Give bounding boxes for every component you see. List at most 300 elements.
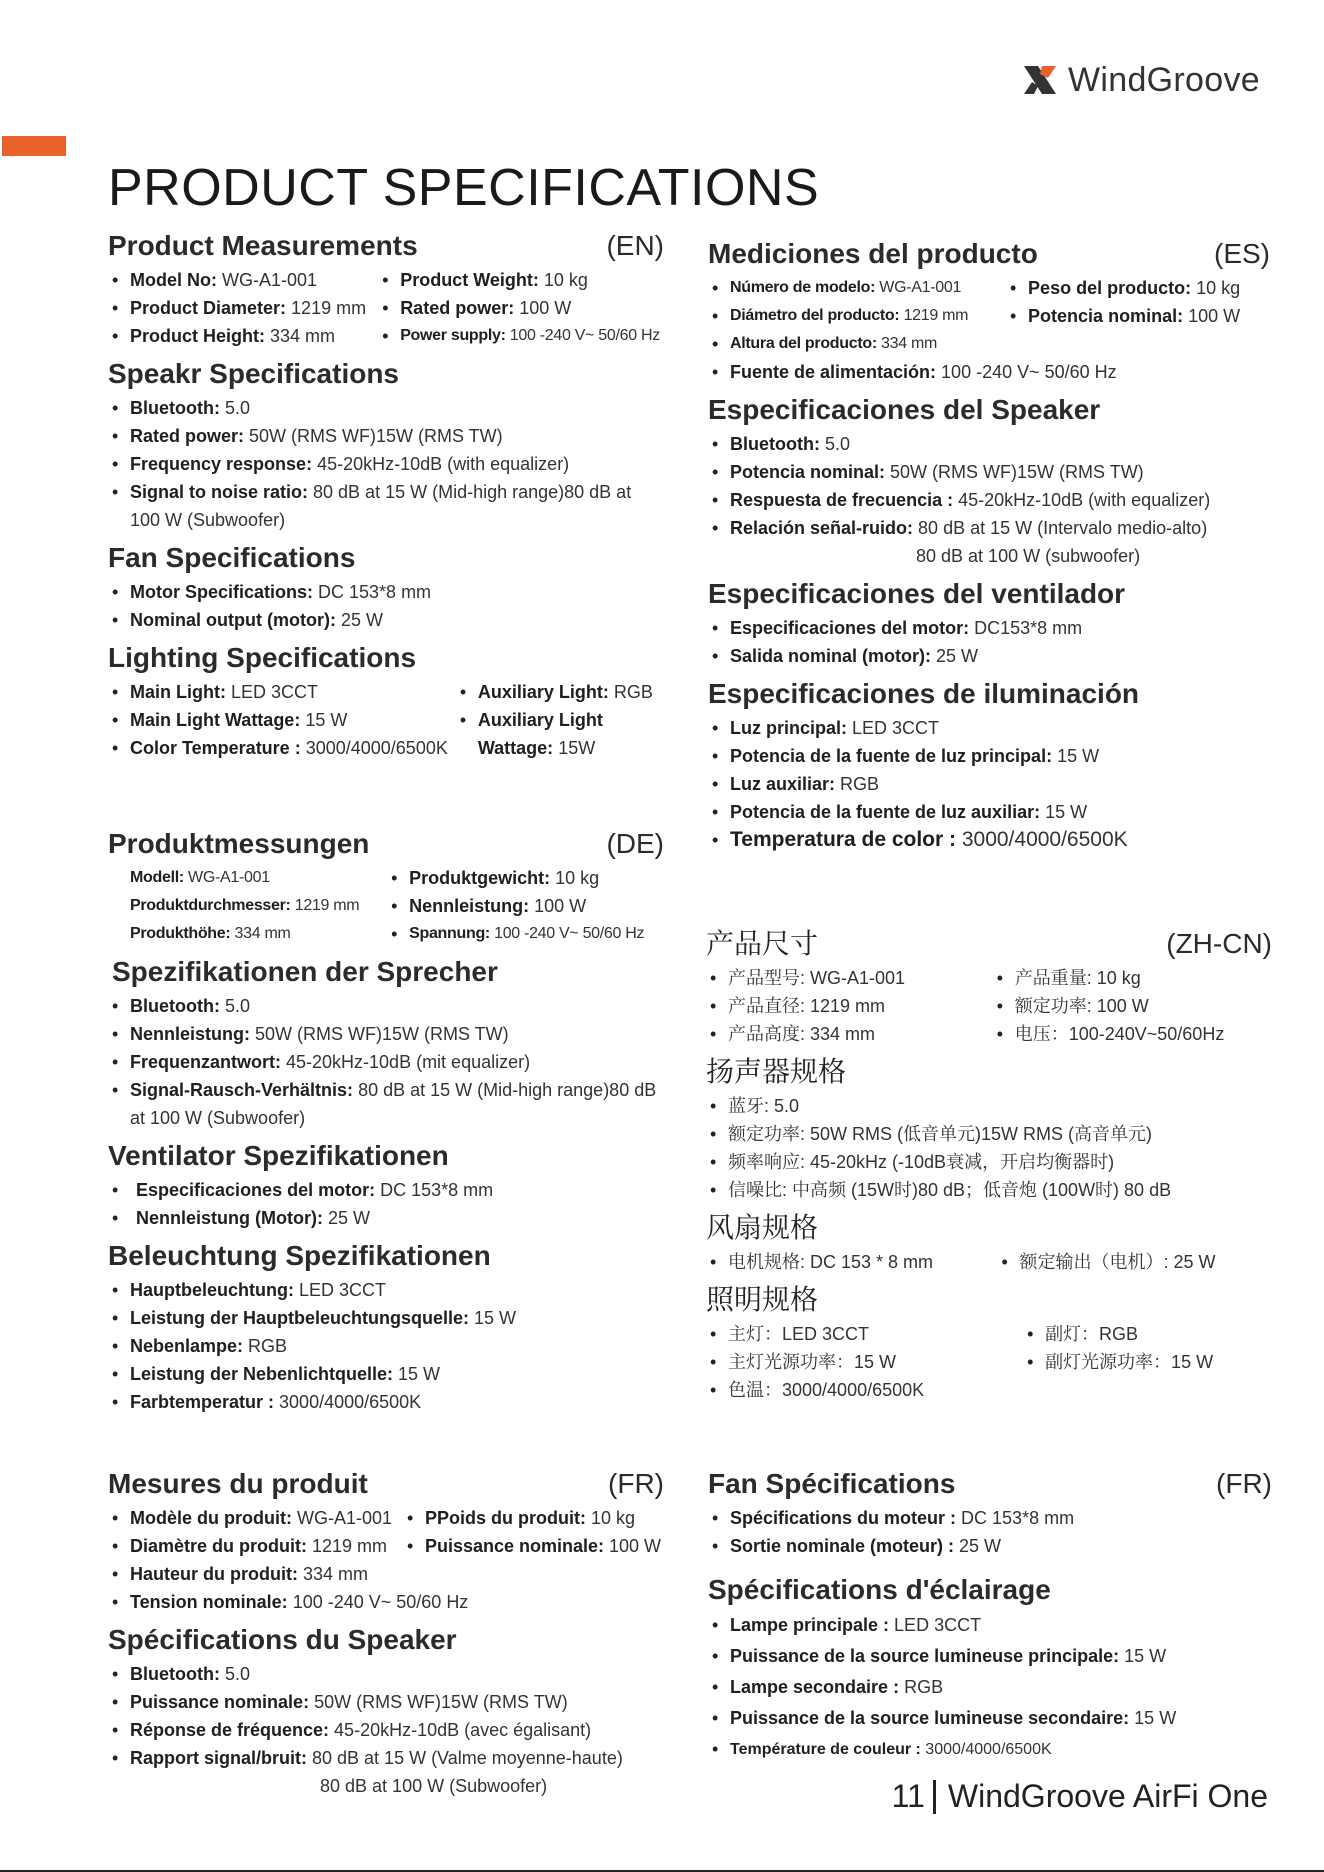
spec-key: Main Light Wattage:: [130, 710, 301, 730]
list-item: [708, 1641, 1272, 1672]
fr-speaker-list: [108, 1660, 664, 1800]
spec-value: 45-20kHz-10dB (with equalizer): [953, 490, 1211, 510]
list-item: [108, 1020, 664, 1048]
brand-logo: [1020, 60, 1260, 100]
spec-key: Salida nominal (motor):: [730, 646, 932, 666]
list-item: [456, 706, 664, 762]
spec-value: 100 W: [514, 298, 572, 318]
list-item: [108, 266, 370, 294]
list-item: [108, 450, 664, 478]
es-speaker-list: [708, 430, 1270, 570]
spec-value: 3000/4000/6500K: [300, 738, 448, 758]
spec-key: Produkthöhe:: [130, 925, 231, 942]
list-item: [708, 1734, 1272, 1765]
fr-fan-title: Fan Spécifications: [708, 1468, 956, 1499]
zh-fan-right: [998, 1248, 1272, 1276]
spec-value: 100 W: [604, 1536, 662, 1556]
zh-measurements-right: [993, 964, 1272, 1048]
spec-key: Rated power:: [130, 426, 245, 446]
es-measurements-title: Mediciones del producto: [708, 238, 1038, 269]
section-de: [108, 824, 664, 1416]
en-measurements-title: Product Measurements: [108, 230, 418, 261]
list-item: • 产品重量: 10 kg: [993, 964, 1272, 992]
spec-key: Tension nominale:: [130, 1592, 288, 1612]
zh-fan-list: [706, 1248, 1272, 1276]
spec-value: RGB: [899, 1677, 944, 1697]
list-item: [108, 1304, 664, 1332]
list-item: [403, 1532, 664, 1560]
zh-lang-tag: (ZH-CN): [1166, 928, 1272, 959]
spec-key: Especificaciones del motor:: [730, 618, 970, 638]
zh-lighting-right: [1023, 1320, 1272, 1404]
spec-key: Potencia nominal:: [730, 462, 886, 482]
spec-key: Produktgewicht:: [409, 868, 551, 888]
spec-value: 334 mm: [265, 326, 336, 346]
spec-key: Nennleistung (Motor):: [136, 1208, 323, 1228]
list-item: [108, 294, 370, 322]
spec-value: RGB: [243, 1336, 288, 1356]
spec-key: PPoids du produit:: [424, 1508, 586, 1528]
list-item: [108, 992, 664, 1020]
spec-key: Frequency response:: [130, 454, 313, 474]
spec-key: Spannung:: [409, 925, 490, 942]
spec-key: Leistung der Nebenlichtquelle:: [130, 1364, 394, 1384]
spec-value: LED 3CCT: [889, 1615, 982, 1635]
list-item: [108, 1744, 664, 1772]
es-measurements-left: [708, 274, 998, 358]
page-title: PRODUCT SPECIFICATIONS: [108, 159, 820, 217]
fr-measurements-left: [108, 1504, 395, 1588]
fr-measurements-header: [108, 1464, 664, 1504]
spec-value: DC 153*8 mm: [313, 582, 432, 602]
es-measurements-header: [708, 234, 1270, 274]
spec-value: RGB: [835, 774, 880, 794]
spec-value: WG-A1-001: [183, 869, 270, 886]
list-item: [108, 1688, 664, 1716]
spec-value: 15W: [553, 738, 596, 758]
spec-value: LED 3CCT: [225, 682, 319, 702]
list-item: [108, 892, 379, 920]
page-number: 11: [891, 1778, 925, 1814]
list-item: [108, 678, 448, 706]
spec-key: Rated power:: [400, 298, 515, 318]
spec-value: 10 kg: [538, 270, 588, 290]
spec-key: Diamètre du produit:: [130, 1536, 308, 1556]
spec-key: Lampe principale :: [730, 1615, 890, 1635]
spec-key: Puissance nominale:: [130, 1692, 310, 1712]
list-item: [708, 1504, 1272, 1532]
list-item: • 副灯光源功率：15 W: [1023, 1348, 1272, 1376]
fr-fan-list: [708, 1504, 1272, 1560]
spec-key: Spécifications du moteur :: [730, 1508, 957, 1528]
en-fan-title: Fan Specifications: [108, 542, 356, 573]
list-item: [708, 614, 1270, 642]
spec-key: Temperatura de color :: [730, 828, 956, 851]
spec-value: 45-20kHz-10dB (mit equalizer): [281, 1052, 531, 1072]
de-measurements-header: [108, 824, 664, 864]
list-item: • 额定功率: 100 W: [993, 992, 1272, 1020]
spec-key: Relación señal-ruido:: [730, 518, 914, 538]
spec-key: Product Diameter:: [130, 298, 287, 318]
spec-key: Nennleistung:: [409, 896, 530, 916]
spec-key: Product Weight:: [400, 270, 539, 290]
spec-value: 100 -240 V~ 50/60 Hz: [287, 1592, 469, 1612]
section-fr: [108, 1464, 664, 1800]
spec-value: 15 W: [393, 1364, 441, 1384]
es-measurements-list: [708, 274, 1270, 358]
spec-key: Réponse de fréquence:: [130, 1720, 330, 1740]
spec-value: 50W (RMS WF)15W (RMS TW): [244, 426, 503, 446]
spec-value: WG-A1-001: [291, 1508, 393, 1528]
spec-value: LED 3CCT: [847, 718, 940, 738]
list-item: [108, 920, 379, 948]
spec-value: 334 mm: [230, 925, 291, 942]
zh-fan-left: [706, 1248, 990, 1276]
list-item: [708, 430, 1270, 458]
zh-measurements-left: [706, 964, 953, 1048]
spec-key: Lampe secondaire :: [730, 1677, 900, 1697]
es-lighting-list: [708, 714, 1270, 854]
en-measurements-header: [108, 226, 664, 266]
spec-key: Hauptbeleuchtung:: [130, 1280, 294, 1300]
list-item: [378, 266, 664, 294]
list-item: [108, 1504, 395, 1532]
list-item: [708, 274, 998, 302]
spec-value: 15 W: [1119, 1646, 1167, 1666]
de-measurements-left: [108, 864, 379, 948]
spec-value: 45-20kHz-10dB (avec égalisant): [329, 1720, 592, 1740]
list-item: [708, 302, 998, 330]
spec-value: 50W (RMS WF)15W (RMS TW): [885, 462, 1144, 482]
spec-key: Main Light:: [130, 682, 226, 702]
spec-value: 15 W: [1040, 802, 1088, 822]
list-item: [108, 1560, 395, 1588]
en-measurements-left: [108, 266, 370, 350]
list-item: [456, 678, 664, 706]
spec-key: Bluetooth:: [730, 434, 820, 454]
de-measurements-right: [387, 864, 664, 948]
list-item: [108, 864, 379, 892]
spec-key: Altura del producto:: [730, 335, 877, 352]
list-item: [108, 1388, 664, 1416]
footer-product-name: WindGroove AirFi One: [947, 1778, 1268, 1814]
list-item: • 副灯：RGB: [1023, 1320, 1272, 1348]
spec-value: 1219 mm: [307, 1536, 388, 1556]
spec-value: 80 dB at 15 W (Valme moyenne-haute): [307, 1748, 623, 1768]
list-item: [108, 322, 370, 350]
list-item: • 主灯：LED 3CCT: [706, 1320, 983, 1348]
spec-key: Respuesta de frecuencia :: [730, 490, 954, 510]
logo-text: WindGroove: [1068, 60, 1260, 99]
spec-value: 25 W: [931, 646, 979, 666]
de-speaker-list: [108, 992, 664, 1132]
en-speaker-title: Speakr Specifications: [108, 358, 400, 389]
spec-key: Nebenlampe:: [130, 1336, 244, 1356]
list-item: [108, 1532, 395, 1560]
list-item: [108, 1176, 664, 1204]
spec-value: WG-A1-001: [875, 279, 962, 296]
spec-value: 15 W: [1052, 746, 1100, 766]
list-item: • 主灯光源功率：15 W: [706, 1348, 983, 1376]
spec-key: Luz principal:: [730, 718, 847, 738]
list-item: [708, 486, 1270, 514]
es-lang-tag: (ES): [1214, 238, 1270, 269]
list-item: • 蓝牙: 5.0: [706, 1092, 1272, 1120]
spec-key: Signal-Rausch-Verhältnis:: [130, 1080, 354, 1100]
list-item: • 产品高度: 334 mm: [706, 1020, 953, 1048]
spec-key: Diámetro del producto:: [730, 307, 900, 324]
fr-voltage-list: [108, 1588, 664, 1616]
zh-measurements-list: [706, 964, 1272, 1048]
spec-value: 334 mm: [297, 1564, 369, 1584]
list-item: [108, 1076, 664, 1132]
section-en: [108, 226, 664, 762]
list-item: [108, 606, 664, 634]
list-item: [1006, 302, 1270, 330]
fr-lang-tag-2: (FR): [1216, 1468, 1272, 1499]
de-measurements-title: Produktmessungen: [108, 828, 370, 859]
list-item: [378, 294, 664, 322]
list-item: [108, 1588, 664, 1616]
spec-key: Puissance de la source lumineuse secondaire:: [730, 1708, 1130, 1728]
spec-key: Leistung der Hauptbeleuchtungsquelle:: [130, 1308, 470, 1328]
spec-key: Motor Specifications:: [130, 582, 314, 602]
spec-key: Model No:: [130, 270, 217, 290]
list-item: • 额定功率: 50W RMS (低音单元)15W RMS (高音单元): [706, 1120, 1272, 1148]
spec-value: 10 kg: [1191, 278, 1241, 298]
list-item: [708, 826, 1270, 854]
en-measurements-list: [108, 266, 664, 350]
de-measurements-list: [108, 864, 664, 948]
list-item: • 产品直径: 1219 mm: [706, 992, 953, 1020]
list-item: [387, 864, 664, 892]
list-item: • 额定输出（电机）: 25 W: [998, 1248, 1272, 1276]
list-item: [708, 642, 1270, 670]
list-item: [708, 330, 998, 358]
list-item: [108, 394, 664, 422]
fr-lighting-title: Spécifications d'éclairage: [708, 1574, 1051, 1605]
spec-key: Bluetooth:: [130, 1664, 220, 1684]
en-lighting-right: [456, 678, 664, 762]
de-lighting-title: Beleuchtung Spezifikationen: [108, 1240, 491, 1271]
es-fan-title: Especificaciones del ventilador: [708, 578, 1126, 609]
spec-key: Puissance de la source lumineuse principale:: [730, 1646, 1120, 1666]
spec-key: Farbtemperatur :: [130, 1392, 275, 1412]
spec-key: Nominal output (motor):: [130, 610, 336, 630]
spec-key: Potencia de la fuente de luz principal:: [730, 746, 1053, 766]
list-item: [387, 920, 664, 948]
en-speaker-list: [108, 394, 664, 534]
spec-value: 100 -240 V~ 50/60 Hz: [936, 362, 1117, 382]
en-fan-list: [108, 578, 664, 634]
accent-bar: [2, 136, 66, 156]
spec-key: Peso del producto:: [1028, 278, 1192, 298]
spec-key: Bluetooth:: [130, 996, 220, 1016]
spec-key: Potencia nominal:: [1028, 306, 1184, 326]
list-item: [708, 1532, 1272, 1560]
spec-key: Frequenzantwort:: [130, 1052, 281, 1072]
es-speaker-title: Especificaciones del Speaker: [708, 394, 1101, 425]
spec-value: 25 W: [954, 1536, 1002, 1556]
list-item: [108, 578, 664, 606]
spec-value: DC 153*8 mm: [956, 1508, 1075, 1528]
list-item: [108, 478, 664, 534]
spec-value: 15 W: [469, 1308, 517, 1328]
list-item: [708, 358, 1270, 386]
list-item: • 产品型号: WG-A1-001: [706, 964, 953, 992]
en-lighting-list: [108, 678, 664, 762]
spec-key: Product Height:: [130, 326, 265, 346]
spec-value: 15 W: [300, 710, 348, 730]
spec-key: Modell:: [130, 869, 184, 886]
fr-measurements-list: [108, 1504, 664, 1588]
spec-value: 80 dB at 15 W (Mid-high range)80 dB at 100 W (Subwoofer): [130, 1080, 657, 1128]
fr-lighting-list: [708, 1610, 1272, 1765]
list-item: [108, 706, 448, 734]
spec-value: 80 dB at 15 W (Mid-high range)80 dB at 100 W (Subwoofer): [130, 482, 632, 530]
list-item-continuation: [708, 542, 1270, 570]
windgroove-logo-icon: [1020, 60, 1060, 100]
spec-key: Signal to noise ratio:: [130, 482, 309, 502]
spec-key: Hauteur du produit:: [130, 1564, 298, 1584]
zh-lighting-left: [706, 1320, 983, 1404]
spec-value: 5.0: [819, 434, 851, 454]
spec-key: Número de modelo:: [730, 279, 876, 296]
spec-key: Puissance nominale:: [424, 1536, 605, 1556]
en-lighting-left: [108, 678, 448, 762]
spec-value: WG-A1-001: [217, 270, 318, 290]
spec-key: Bluetooth:: [130, 398, 220, 418]
list-item: [708, 1703, 1272, 1734]
spec-key: Sortie nominale (moteur) :: [730, 1536, 955, 1556]
spec-value: 10 kg: [585, 1508, 635, 1528]
spec-key: Température de couleur :: [730, 1741, 921, 1758]
spec-key: Power supply:: [400, 327, 506, 344]
list-item: [108, 1204, 664, 1232]
de-fan-list: [108, 1176, 664, 1232]
spec-value: 5.0: [219, 1664, 251, 1684]
zh-measurements-title: 产品尺寸: [706, 928, 819, 959]
fr-lang-tag: (FR): [608, 1468, 664, 1499]
en-lighting-title: Lighting Specifications: [108, 642, 417, 673]
footer-divider: [933, 1780, 936, 1814]
spec-value: LED 3CCT: [294, 1280, 387, 1300]
zh-lighting-title: 照明规格: [706, 1284, 819, 1315]
spec-key: Modèle du produit:: [130, 1508, 292, 1528]
spec-value: 80 dB at 100 W (Subwoofer): [320, 1776, 548, 1796]
spec-value: DC 153*8 mm: [375, 1180, 494, 1200]
list-item: [708, 798, 1270, 826]
list-item: • 电机规格: DC 153 * 8 mm: [706, 1248, 990, 1276]
es-measurements-right: [1006, 274, 1270, 358]
spec-key: Nennleistung:: [130, 1024, 250, 1044]
list-item: [708, 714, 1270, 742]
spec-value: 1219 mm: [899, 307, 969, 324]
spec-key: Luz auxiliar:: [730, 774, 836, 794]
list-item: [387, 892, 664, 920]
spec-value: 1219 mm: [290, 897, 360, 914]
fr-measurements-right: [403, 1504, 664, 1588]
list-item: [108, 1276, 664, 1304]
list-item: [108, 422, 664, 450]
es-fan-list: [708, 614, 1270, 670]
de-fan-title: Ventilator Spezifikationen: [108, 1140, 449, 1171]
list-item: [403, 1504, 664, 1532]
es-lighting-title: Especificaciones de iluminación: [708, 678, 1140, 709]
list-item: [378, 322, 664, 350]
list-item: [108, 734, 448, 762]
spec-value: 100 -240 V~ 50/60 Hz: [505, 327, 660, 344]
page-footer: [892, 1778, 1268, 1815]
spec-key: Produktdurchmesser:: [130, 897, 291, 914]
spec-key: Auxiliary Light:: [477, 682, 609, 702]
spec-value: 80 dB at 100 W (subwoofer): [916, 546, 1141, 566]
spec-key: Especificaciones del motor:: [136, 1180, 376, 1200]
list-item: [108, 1360, 664, 1388]
fr-speaker-title: Spécifications du Speaker: [108, 1624, 457, 1655]
spec-key: Auxiliary Light Wattage:: [477, 710, 603, 758]
fr-measurements-title: Mesures du produit: [108, 1468, 368, 1499]
zh-speaker-title: 扬声器规格: [706, 1056, 847, 1087]
en-measurements-right: [378, 266, 664, 350]
spec-value: 100 -240 V~ 50/60 Hz: [489, 925, 645, 942]
zh-lighting-list: [706, 1320, 1272, 1404]
spec-value: 45-20kHz-10dB (with equalizer): [312, 454, 570, 474]
fr-fan-header: [708, 1464, 1272, 1504]
section-fr-2: [708, 1464, 1272, 1765]
list-item: [708, 742, 1270, 770]
spec-value: 50W (RMS WF)15W (RMS TW): [250, 1024, 509, 1044]
list-item: • 信噪比: 中高频 (15W时)80 dB；低音炮 (100W时) 80 dB: [706, 1176, 1272, 1204]
spec-value: 3000/4000/6500K: [956, 828, 1128, 851]
spec-value: 80 dB at 15 W (Intervalo medio-alto): [913, 518, 1208, 538]
section-zh: [706, 924, 1272, 1404]
spec-key: Potencia de la fuente de luz auxiliar:: [730, 802, 1041, 822]
list-item: • 色温：3000/4000/6500K: [706, 1376, 983, 1404]
spec-value: 100 W: [529, 896, 587, 916]
spec-key: Color Temperature :: [130, 738, 301, 758]
spec-key: Fuente de alimentación:: [730, 362, 937, 382]
list-item: [708, 770, 1270, 798]
spec-value: 5.0: [219, 996, 251, 1016]
list-item: • 电压：100-240V~50/60Hz: [993, 1020, 1272, 1048]
list-item: [108, 1716, 664, 1744]
zh-measurements-header: [706, 924, 1272, 964]
list-item: [708, 458, 1270, 486]
spec-value: 3000/4000/6500K: [920, 1741, 1052, 1758]
spec-value: 25 W: [322, 1208, 370, 1228]
list-item: [708, 1672, 1272, 1703]
section-es: [708, 234, 1270, 854]
de-lang-tag: (DE): [606, 828, 664, 859]
spec-value: 5.0: [219, 398, 251, 418]
spec-value: 10 kg: [550, 868, 600, 888]
spec-value: 50W (RMS WF)15W (RMS TW): [309, 1692, 568, 1712]
spec-value: 100 W: [1183, 306, 1241, 326]
spec-key: Rapport signal/bruit:: [130, 1748, 307, 1768]
zh-speaker-list: [706, 1092, 1272, 1204]
spec-value: RGB: [608, 682, 653, 702]
de-lighting-list: [108, 1276, 664, 1416]
list-item: • 频率响应: 45-20kHz (-10dB衰减，开启均衡器时): [706, 1148, 1272, 1176]
en-lang-tag: (EN): [606, 230, 664, 261]
de-speaker-title: Spezifikationen der Sprecher: [112, 956, 498, 987]
list-item: [108, 1660, 664, 1688]
spec-value: 334 mm: [876, 335, 938, 352]
spec-value: 25 W: [335, 610, 383, 630]
list-item: [1006, 274, 1270, 302]
zh-fan-title: 风扇规格: [706, 1212, 819, 1243]
